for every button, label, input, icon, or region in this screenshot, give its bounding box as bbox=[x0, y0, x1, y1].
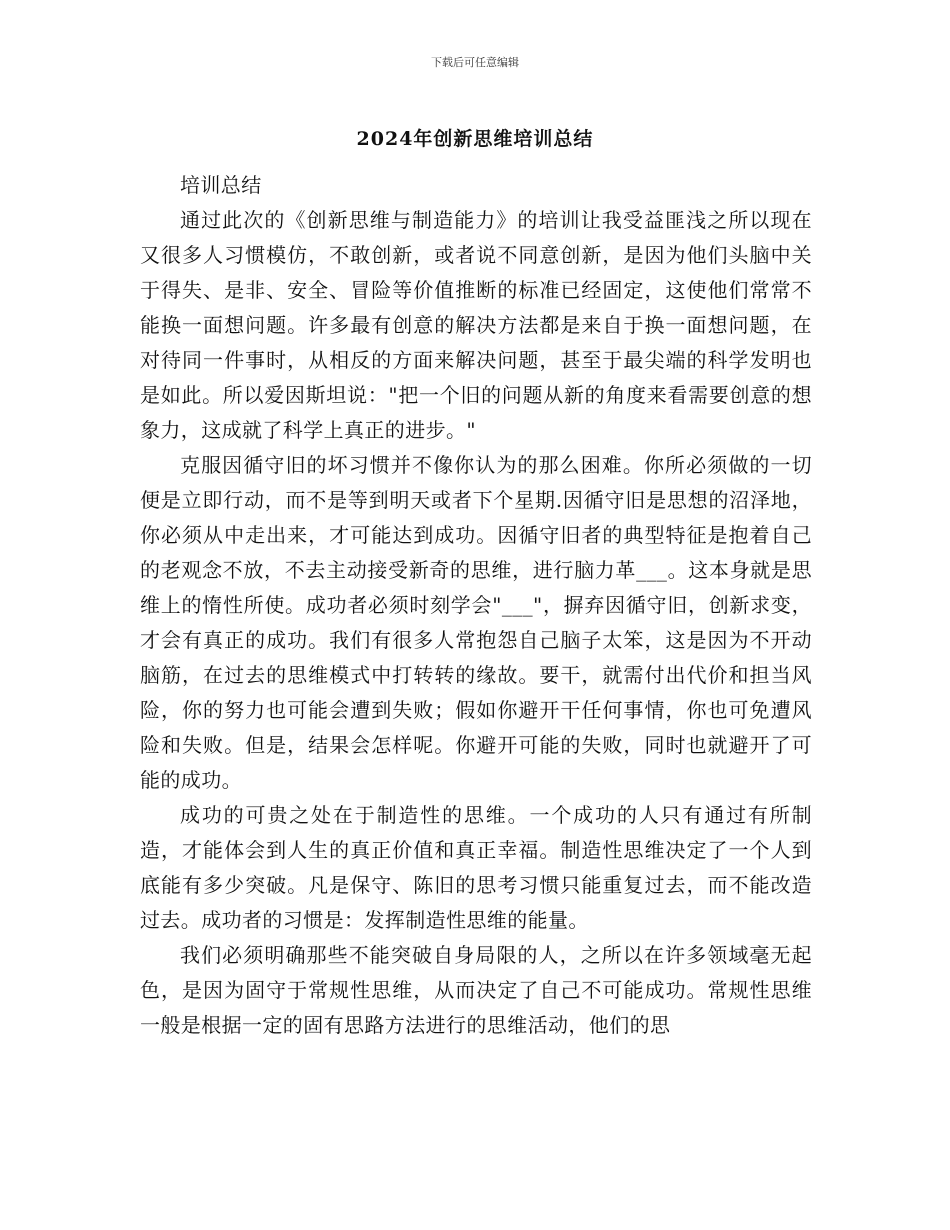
paragraph: 通过此次的《创新思维与制造能力》的培训让我受益匪浅之所以现在又很多人习惯模仿，不敢创新，或者说不同意创新，是因为他们头脑中关于得失、是非、安全、冒险等价值推断的标准已经固定，这使他们常常不能换一面想问题。许多最有创意的解决方法都是来自于换一面想问题，在对待同一件事时，从相反的方面来解决问题，甚至于最尖端的科学发明也是如此。所以爱因斯坦说："把一个旧的问题从新的角度来看需要创意的想象力，这成就了科学上真正的进步。" bbox=[140, 208, 812, 442]
paragraph: 我们必须明确那些不能突破自身局限的人，之所以在许多领域毫无起色，是因为固守于常规性思维，从而决定了自己不可能成功。常规性思维一般是根据一定的固有思路方法进行的思维活动，他们的思 bbox=[140, 943, 812, 1037]
paragraph: 克服因循守旧的坏习惯并不像你认为的那么困难。你所必须做的一切便是立即行动，而不是等到明天或者下个星期.因循守旧是思想的沼泽地，你必须从中走出来，才可能达到成功。因循守旧者的典型特征是抱着自己的老观念不放，不去主动接受新奇的思维，进行脑力革___。这本身就是思维上的惰性所使。成功者必须时刻学会"___"，摒弃因循守旧，创新求变，才会有真正的成功。我们有很多人常抱怨自己脑子太笨，这是因为不开动脑筋，在过去的思维模式中打转转的缘故。要干，就需付出代价和担当风险，你的努力也可能会遭到失败；假如你避开干任何事情，你也可免遭风险和失败。但是，结果会怎样呢。你避开可能的失败，同时也就避开了可能的成功。 bbox=[140, 453, 812, 792]
header-note: 下载后可任意编辑 bbox=[431, 56, 519, 69]
paragraph: 成功的可贵之处在于制造性的思维。一个成功的人只有通过有所制造，才能体会到人生的真正价值和真正幸福。制造性思维决定了一个人到底能有多少突破。凡是保守、陈旧的思考习惯只能重复过去，而不能改造过去。成功者的习惯是：发挥制造性思维的能量。 bbox=[140, 803, 812, 932]
document-body bbox=[140, 168, 812, 1043]
section-heading: 培训总结 bbox=[180, 173, 262, 197]
document-title: 2024年创新思维培训总结 bbox=[356, 128, 594, 150]
